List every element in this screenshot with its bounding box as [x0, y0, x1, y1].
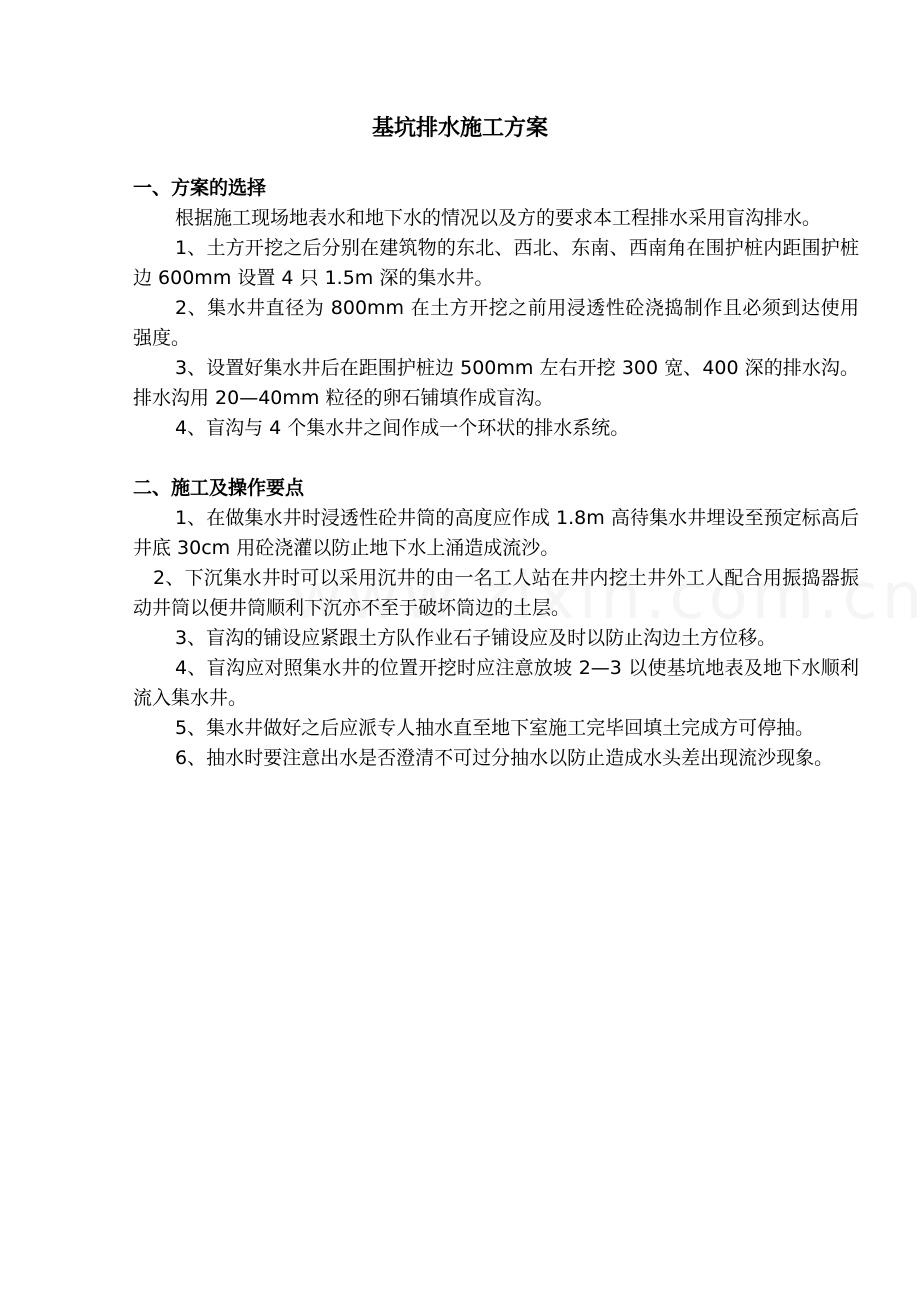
paragraph: 5、集水井做好之后应派专人抽水直至地下室施工完毕回填土完成方可停抽。 [175, 717, 815, 739]
paragraph: 6、抽水时要注意出水是否澄清不可过分抽水以防止造成水头差出现流沙现象。 [175, 747, 834, 769]
paragraph: 2、下沉集水井时可以采用沉井的由一名工人站在井内挖土井外工人配合用振捣器振动井筒以便井筒顺利下沉亦不至于破坏筒边的土层。 [133, 567, 859, 619]
paragraph: 1、在做集水井时浸透性砼井筒的高度应作成 1.8m 高待集水井埋设至预定标高后井底 30cm 用砼浇灌以防止地下水上涌造成流沙。 [133, 507, 859, 559]
paragraph: 2、集水井直径为 800mm 在土方开挖之前用浸透性砼浇捣制作且必须到达使用强度。 [133, 297, 859, 349]
section-construction-points [133, 473, 859, 773]
paragraph: 3、设置好集水井后在距围护桩边 500mm 左右开挖 300 宽、400 深的排水沟。排水沟用 20—40mm 粒径的卵石铺填作成盲沟。 [133, 357, 859, 409]
document-body [133, 173, 859, 773]
paragraph: 1、土方开挖之后分别在建筑物的东北、西北、东南、西南角在围护桩内距围护桩边 600mm 设置 4 只 1.5m 深的集水井。 [133, 237, 859, 289]
section-heading: 二、施工及操作要点 [133, 477, 305, 499]
paragraph: 4、盲沟与 4 个集水井之间作成一个环状的排水系统。 [175, 417, 630, 439]
document-title: 基坑排水施工方案 [371, 116, 548, 141]
section-scheme-selection [133, 173, 859, 443]
section-heading: 一、方案的选择 [133, 177, 267, 199]
section-spacer [133, 443, 859, 473]
paragraph: 4、盲沟应对照集水井的位置开挖时应注意放坡 2—3 以使基坑地表及地下水顺利流入集水井。 [133, 657, 859, 709]
paragraph: 3、盲沟的铺设应紧跟土方队作业石子铺设应及时以防止沟边土方位移。 [175, 627, 777, 649]
paragraph: 根据施工现场地表水和地下水的情况以及方的要求本工程排水采用盲沟排水。 [175, 207, 822, 229]
